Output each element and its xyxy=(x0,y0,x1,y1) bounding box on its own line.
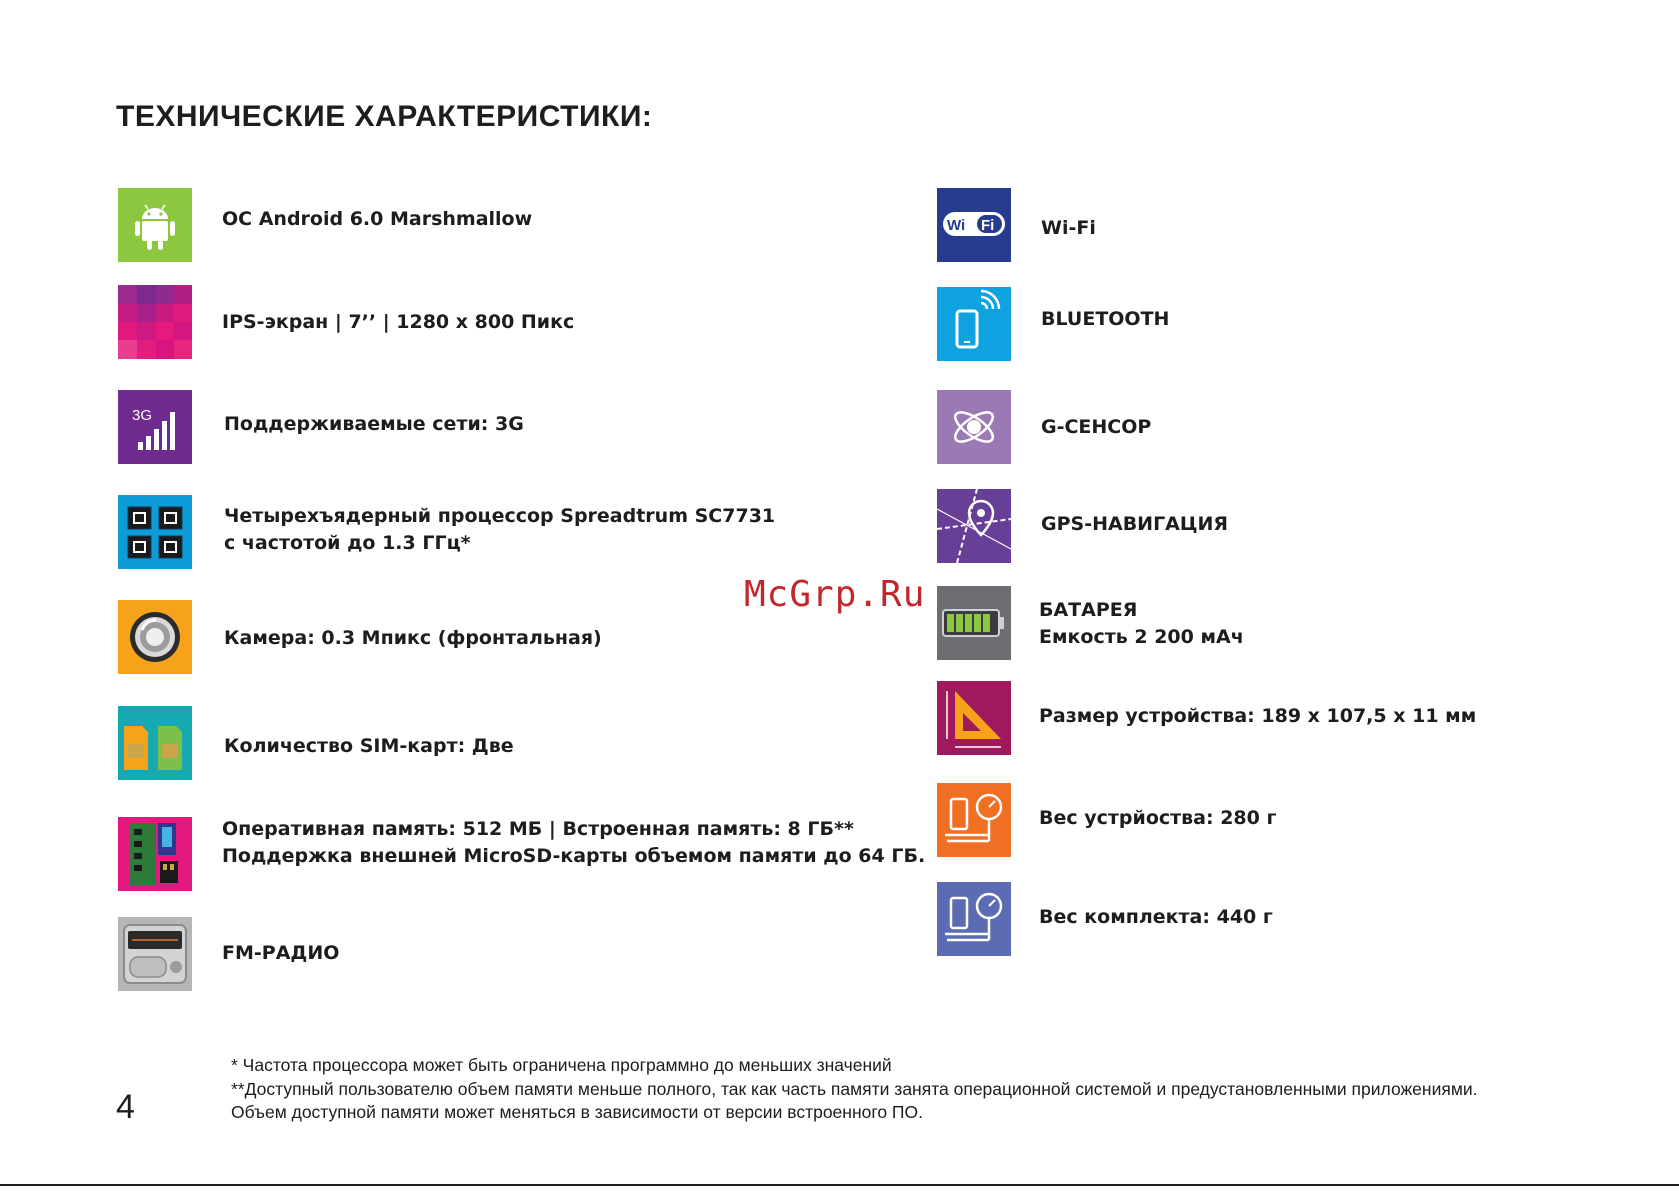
spec-size-label: Размер устройства: 189 x 107,5 x 11 мм xyxy=(1039,705,1477,727)
spec-camera-label: Камера: 0.3 Мпикс (фронтальная) xyxy=(224,627,602,649)
spec-radio-label: FM-РАДИО xyxy=(222,942,340,964)
g-sensor-icon xyxy=(937,390,1011,464)
network-3g-text: 3G xyxy=(132,407,153,424)
page-title: ТЕХНИЧЕСКИЕ ХАРАКТЕРИСТИКИ: xyxy=(116,100,653,133)
spec-memory-line2: Поддержка внешней MicroSD-карты объемом памяти до 64 ГБ. xyxy=(222,845,926,867)
spec-processor-line1: Четырехъядерный процессор Spreadtrum SC7731 xyxy=(224,505,776,527)
spec-gps-label: GPS-НАВИГАЦИЯ xyxy=(1041,513,1229,535)
device-weight-icon xyxy=(937,783,1011,857)
fm-radio-icon xyxy=(118,917,192,991)
wifi-icon xyxy=(937,188,1011,262)
spec-gsensor-label: G-СЕНСОР xyxy=(1041,416,1152,438)
spec-processor-line2: с частотой до 1.3 ГГц* xyxy=(224,532,471,554)
spec-sim-label: Количество SIM-карт: Две xyxy=(224,735,514,757)
sim-cards-icon xyxy=(118,706,192,780)
spec-display-label: IPS-экран | 7’’ | 1280 x 800 Пикс xyxy=(222,311,575,333)
display-pixels-icon xyxy=(118,285,192,359)
gps-navigation-icon xyxy=(937,489,1011,563)
footnote-2: **Доступный пользователю объем памяти меньше полного, так как часть памяти занята операционной системой и предустановленными приложениями. xyxy=(231,1078,1478,1099)
kit-weight-icon xyxy=(937,882,1011,956)
page-number: 4 xyxy=(116,1088,135,1126)
spec-battery-line2: Емкость 2 200 мАч xyxy=(1039,626,1244,648)
battery-icon xyxy=(937,586,1011,660)
android-icon xyxy=(118,188,192,262)
watermark: McGrp.Ru xyxy=(744,574,926,615)
spec-kit-weight-label: Вес комплекта: 440 г xyxy=(1039,906,1273,928)
spec-network-label: Поддерживаемые сети: 3G xyxy=(224,413,524,435)
spec-memory-line1: Оперативная память: 512 МБ | Встроенная память: 8 ГБ** xyxy=(222,818,854,840)
ruler-triangle-icon xyxy=(937,681,1011,755)
network-3g-icon xyxy=(118,390,192,464)
svg-text:Fi: Fi xyxy=(981,217,995,234)
footnote-1: * Частота процессора может быть ограничена программно до меньших значений xyxy=(231,1055,892,1075)
spec-bluetooth-label: BLUETOOTH xyxy=(1041,308,1170,330)
bottom-divider xyxy=(0,1184,1679,1186)
spec-device-weight-label: Вес устрйоства: 280 г xyxy=(1039,807,1277,829)
svg-text:Wi: Wi xyxy=(947,217,966,234)
footnotes xyxy=(231,1054,1478,1125)
memory-card-icon xyxy=(118,817,192,891)
spec-wifi-label: Wi-Fi xyxy=(1041,217,1096,239)
spec-battery-line1: БАТАРЕЯ xyxy=(1039,599,1138,621)
processor-icon xyxy=(118,495,192,569)
camera-lens-icon xyxy=(118,600,192,674)
footnote-3: Объем доступной памяти может меняться в зависимости от версии встроенного ПО. xyxy=(231,1102,923,1122)
bluetooth-phone-icon xyxy=(937,287,1011,361)
spec-os-label: ОС Android 6.0 Marshmallow xyxy=(222,208,533,230)
